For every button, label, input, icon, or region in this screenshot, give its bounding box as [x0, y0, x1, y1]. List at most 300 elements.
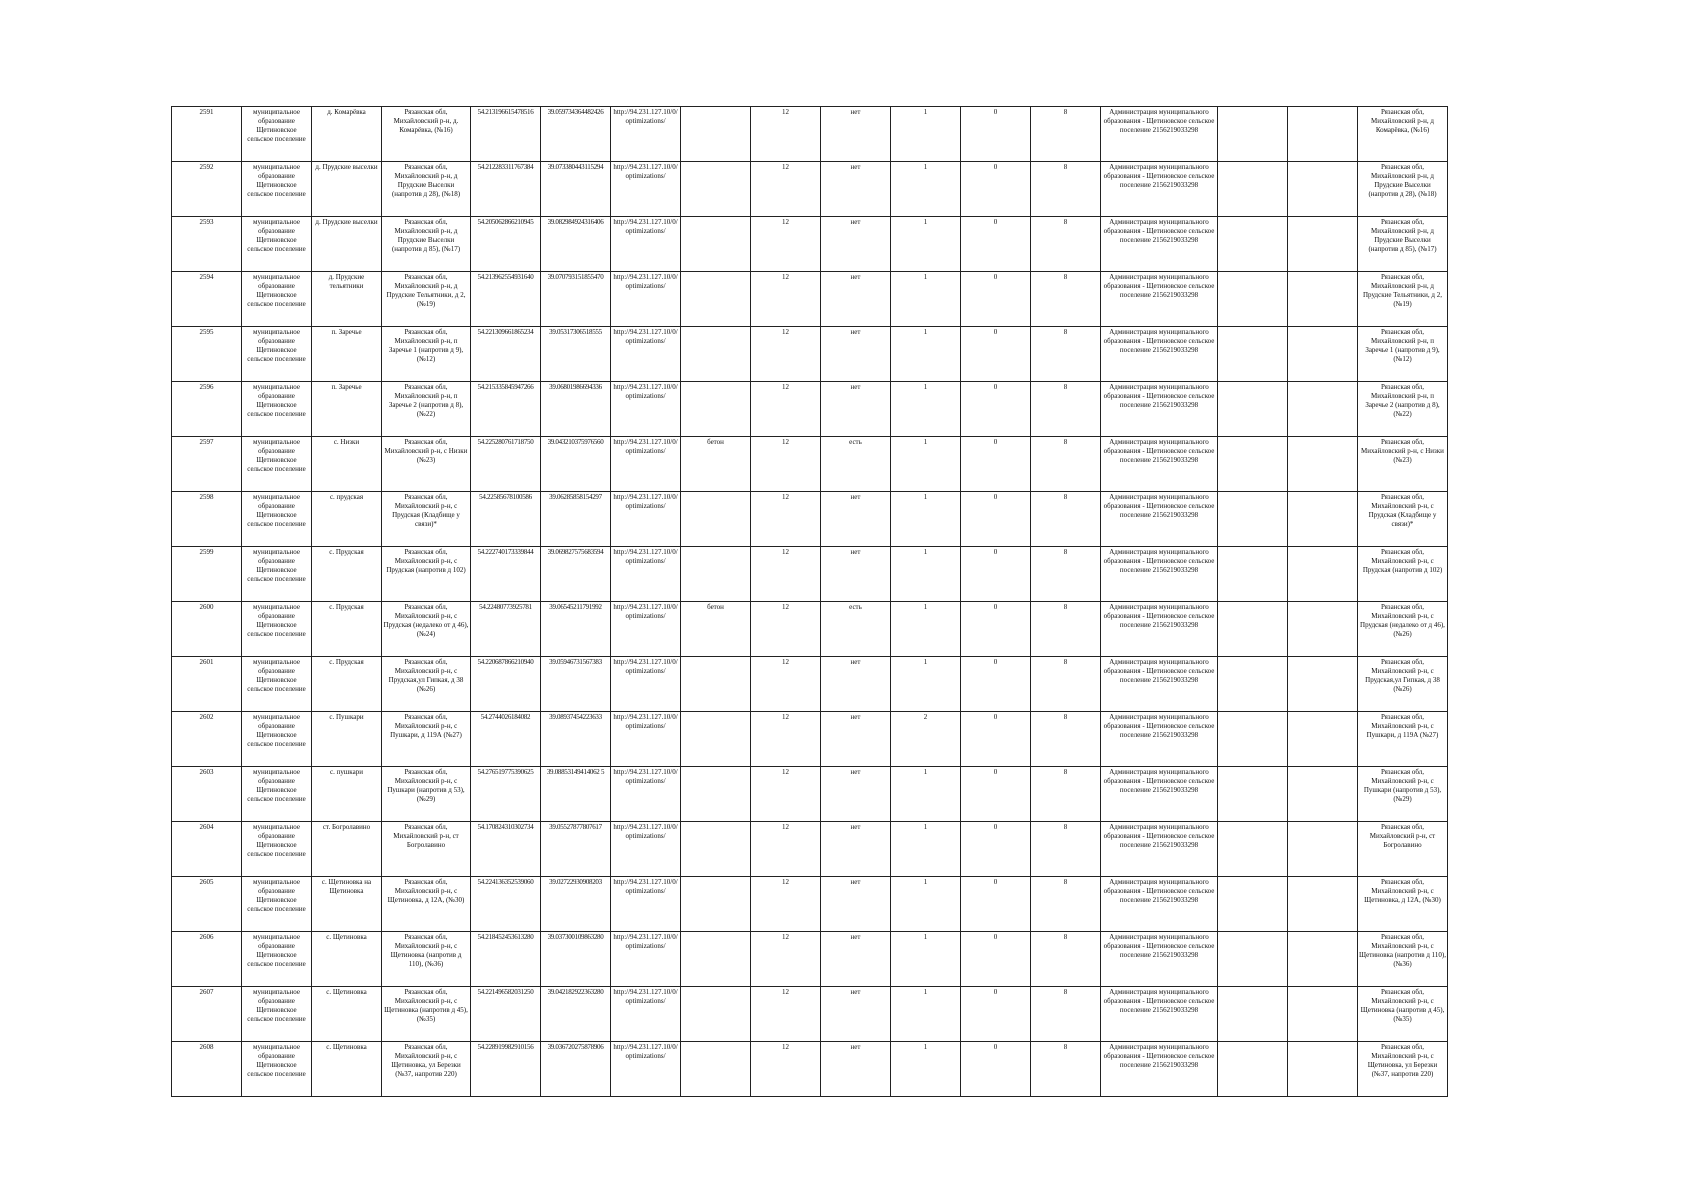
municipality-cell: муниципальное образование Щетиновское сельское поселение	[242, 932, 312, 987]
latitude-cell: 54.2744026184082	[471, 712, 541, 767]
owner-cell: Администрация муниципального образования - Щетиновское сельское поселение 2156219033298	[1101, 987, 1218, 1042]
surface-cell	[681, 382, 751, 437]
address-cell: Рязанская обл, Михайловский р-н, с Щетиновка (напротив д 45), (№35)	[382, 987, 471, 1042]
planned-count-cell: 0	[961, 492, 1031, 547]
empty-cell	[1288, 1042, 1358, 1097]
municipality-cell: муниципальное образование Щетиновское сельское поселение	[242, 987, 312, 1042]
empty-cell	[1288, 437, 1358, 492]
fence-cell: нет	[821, 382, 891, 437]
empty-cell	[1218, 822, 1288, 877]
table-row	[172, 272, 1448, 327]
settlement-cell: ст. Богролавино	[312, 822, 382, 877]
registry-table	[171, 106, 1448, 1097]
empty-cell	[1218, 107, 1288, 162]
area-cell: 12	[751, 1042, 821, 1097]
municipality-cell: муниципальное образование Щетиновское сельское поселение	[242, 217, 312, 272]
empty-cell	[1218, 767, 1288, 822]
empty-cell	[1288, 657, 1358, 712]
table-row	[172, 822, 1448, 877]
surface-cell	[681, 767, 751, 822]
area-cell: 12	[751, 547, 821, 602]
row-number: 2602	[172, 712, 242, 767]
fence-cell: нет	[821, 657, 891, 712]
source-cell: Рязанская обл, Михайловский р-н, д Комарёвка, (№16)	[1358, 107, 1448, 162]
longitude-cell: 39.037300109863280	[541, 932, 611, 987]
address-cell: Рязанская обл, Михайловский р-н, с Прудская (недалеко от д 46), (№24)	[382, 602, 471, 657]
table-row	[172, 712, 1448, 767]
owner-cell: Администрация муниципального образования - Щетиновское сельское поселение 2156219033298	[1101, 217, 1218, 272]
address-cell: Рязанская обл, Михайловский р-н, с Прудская (напротив д 102)	[382, 547, 471, 602]
owner-cell: Администрация муниципального образования - Щетиновское сельское поселение 2156219033298	[1101, 437, 1218, 492]
municipality-cell: муниципальное образование Щетиновское сельское поселение	[242, 657, 312, 712]
row-number: 2594	[172, 272, 242, 327]
area-cell: 12	[751, 272, 821, 327]
container-count-cell: 1	[891, 107, 961, 162]
latitude-cell: 54.215335845947266	[471, 382, 541, 437]
volume-cell: 8	[1031, 602, 1101, 657]
link-cell[interactable]: http://94.231.127.10/0/optimizations/	[611, 547, 681, 602]
address-cell: Рязанская обл, Михайловский р-н, п Заречье 1 (напротив д 9), (№12)	[382, 327, 471, 382]
link-cell[interactable]: http://94.231.127.10/0/optimizations/	[611, 327, 681, 382]
fence-cell: есть	[821, 602, 891, 657]
owner-cell: Администрация муниципального образования - Щетиновское сельское поселение 2156219033298	[1101, 547, 1218, 602]
latitude-cell: 54.213962554931640	[471, 272, 541, 327]
table-row	[172, 877, 1448, 932]
surface-cell	[681, 877, 751, 932]
settlement-cell: с. Щетиновка	[312, 987, 382, 1042]
address-cell: Рязанская обл, Михайловский р-н, с Щетиновка (напротив д 110), (№36)	[382, 932, 471, 987]
link-cell[interactable]: http://94.231.127.10/0/optimizations/	[611, 272, 681, 327]
fence-cell: нет	[821, 107, 891, 162]
planned-count-cell: 0	[961, 547, 1031, 602]
source-cell: Рязанская обл, Михайловский р-н, с Прудская (недалеко от д 46), (№26)	[1358, 602, 1448, 657]
empty-cell	[1218, 492, 1288, 547]
link-cell[interactable]: http://94.231.127.10/0/optimizations/	[611, 822, 681, 877]
municipality-cell: муниципальное образование Щетиновское сельское поселение	[242, 107, 312, 162]
volume-cell: 8	[1031, 1042, 1101, 1097]
source-cell: Рязанская обл, Михайловский р-н, п Заречье 1 (напротив д 9), (№12)	[1358, 327, 1448, 382]
source-cell: Рязанская обл, Михайловский р-н, д Прудские Тельятники, д 2, (№19)	[1358, 272, 1448, 327]
area-cell: 12	[751, 602, 821, 657]
empty-cell	[1218, 217, 1288, 272]
fence-cell: нет	[821, 932, 891, 987]
latitude-cell: 54.22480773925781	[471, 602, 541, 657]
area-cell: 12	[751, 437, 821, 492]
address-cell: Рязанская обл, Михайловский р-н, д Прудские Тельятники, д 2, (№19)	[382, 272, 471, 327]
empty-cell	[1218, 602, 1288, 657]
fence-cell: нет	[821, 712, 891, 767]
longitude-cell: 39.043210375976560	[541, 437, 611, 492]
empty-cell	[1288, 107, 1358, 162]
planned-count-cell: 0	[961, 932, 1031, 987]
link-cell[interactable]: http://94.231.127.10/0/optimizations/	[611, 437, 681, 492]
address-cell: Рязанская обл, Михайловский р-н, д. Комарёвка, (№16)	[382, 107, 471, 162]
row-number: 2607	[172, 987, 242, 1042]
container-count-cell: 1	[891, 327, 961, 382]
owner-cell: Администрация муниципального образования - Щетиновское сельское поселение 2156219033298	[1101, 767, 1218, 822]
link-cell[interactable]: http://94.231.127.10/0/optimizations/	[611, 767, 681, 822]
empty-cell	[1288, 932, 1358, 987]
table-row	[172, 382, 1448, 437]
address-cell: Рязанская обл, Михайловский р-н, д Прудские Выселки (напротив д 28), (№18)	[382, 162, 471, 217]
owner-cell: Администрация муниципального образования - Щетиновское сельское поселение 2156219033298	[1101, 327, 1218, 382]
table-row	[172, 1042, 1448, 1097]
longitude-cell: 39.05946731567383	[541, 657, 611, 712]
row-number: 2604	[172, 822, 242, 877]
owner-cell: Администрация муниципального образования - Щетиновское сельское поселение 2156219033298	[1101, 877, 1218, 932]
volume-cell: 8	[1031, 877, 1101, 932]
table-row	[172, 217, 1448, 272]
latitude-cell: 54.22585678100586	[471, 492, 541, 547]
empty-cell	[1218, 987, 1288, 1042]
container-count-cell: 1	[891, 547, 961, 602]
area-cell: 12	[751, 162, 821, 217]
area-cell: 12	[751, 327, 821, 382]
fence-cell: нет	[821, 492, 891, 547]
planned-count-cell: 0	[961, 382, 1031, 437]
empty-cell	[1218, 932, 1288, 987]
table-row	[172, 987, 1448, 1042]
latitude-cell: 54.276519775390625	[471, 767, 541, 822]
settlement-cell: с. прудская	[312, 492, 382, 547]
area-cell: 12	[751, 822, 821, 877]
row-number: 2597	[172, 437, 242, 492]
surface-cell	[681, 327, 751, 382]
volume-cell: 8	[1031, 327, 1101, 382]
container-count-cell: 1	[891, 822, 961, 877]
table-row	[172, 657, 1448, 712]
municipality-cell: муниципальное образование Щетиновское сельское поселение	[242, 382, 312, 437]
surface-cell	[681, 272, 751, 327]
surface-cell	[681, 822, 751, 877]
municipality-cell: муниципальное образование Щетиновское сельское поселение	[242, 327, 312, 382]
fence-cell: нет	[821, 162, 891, 217]
fence-cell: нет	[821, 217, 891, 272]
volume-cell: 8	[1031, 822, 1101, 877]
volume-cell: 8	[1031, 547, 1101, 602]
planned-count-cell: 0	[961, 877, 1031, 932]
empty-cell	[1218, 327, 1288, 382]
source-cell: Рязанская обл, Михайловский р-н, с Щетиновка (напротив д 45), (№35)	[1358, 987, 1448, 1042]
address-cell: Рязанская обл, Михайловский р-н, с Низки (№23)	[382, 437, 471, 492]
owner-cell: Администрация муниципального образования - Щетиновское сельское поселение 2156219033298	[1101, 1042, 1218, 1097]
table-row	[172, 327, 1448, 382]
volume-cell: 8	[1031, 437, 1101, 492]
owner-cell: Администрация муниципального образования - Щетиновское сельское поселение 2156219033298	[1101, 712, 1218, 767]
longitude-cell: 39.05317306518555	[541, 327, 611, 382]
container-count-cell: 1	[891, 437, 961, 492]
latitude-cell: 54.225280761718750	[471, 437, 541, 492]
empty-cell	[1288, 602, 1358, 657]
latitude-cell: 54.221309661865234	[471, 327, 541, 382]
surface-cell	[681, 547, 751, 602]
empty-cell	[1218, 272, 1288, 327]
source-cell: Рязанская обл, Михайловский р-н, с Низки (№23)	[1358, 437, 1448, 492]
empty-cell	[1288, 822, 1358, 877]
area-cell: 12	[751, 932, 821, 987]
fence-cell: нет	[821, 272, 891, 327]
surface-cell	[681, 107, 751, 162]
settlement-cell: с. Щетиновка на Щетиновка	[312, 877, 382, 932]
planned-count-cell: 0	[961, 162, 1031, 217]
container-count-cell: 1	[891, 767, 961, 822]
surface-cell	[681, 657, 751, 712]
container-count-cell: 2	[891, 712, 961, 767]
address-cell: Рязанская обл, Михайловский р-н, с Прудская,ул Гипкая, д 38 (№26)	[382, 657, 471, 712]
longitude-cell: 39.06545211791992	[541, 602, 611, 657]
municipality-cell: муниципальное образование Щетиновское сельское поселение	[242, 1042, 312, 1097]
fence-cell: нет	[821, 822, 891, 877]
source-cell: Рязанская обл, Михайловский р-н, ст Богролавино	[1358, 822, 1448, 877]
owner-cell: Администрация муниципального образования - Щетиновское сельское поселение 2156219033298	[1101, 107, 1218, 162]
empty-cell	[1288, 327, 1358, 382]
table-row	[172, 602, 1448, 657]
owner-cell: Администрация муниципального образования - Щетиновское сельское поселение 2156219033298	[1101, 272, 1218, 327]
area-cell: 12	[751, 492, 821, 547]
container-count-cell: 1	[891, 602, 961, 657]
fence-cell: нет	[821, 987, 891, 1042]
volume-cell: 8	[1031, 712, 1101, 767]
settlement-cell: с. Пушкари	[312, 712, 382, 767]
settlement-cell: с. Прудская	[312, 657, 382, 712]
empty-cell	[1218, 437, 1288, 492]
volume-cell: 8	[1031, 767, 1101, 822]
fence-cell: нет	[821, 327, 891, 382]
source-cell: Рязанская обл, Михайловский р-н, с Щетиновка (напротив д 110), (№36)	[1358, 932, 1448, 987]
volume-cell: 8	[1031, 657, 1101, 712]
latitude-cell: 54.212283311767384	[471, 162, 541, 217]
container-count-cell: 1	[891, 1042, 961, 1097]
link-cell[interactable]: http://94.231.127.10/0/optimizations/	[611, 162, 681, 217]
container-count-cell: 1	[891, 217, 961, 272]
surface-cell	[681, 712, 751, 767]
row-number: 2592	[172, 162, 242, 217]
planned-count-cell: 0	[961, 1042, 1031, 1097]
longitude-cell: 39.06285858154297	[541, 492, 611, 547]
surface-cell	[681, 217, 751, 272]
volume-cell: 8	[1031, 492, 1101, 547]
source-cell: Рязанская обл, Михайловский р-н, с Прудская (напротив д 102)	[1358, 547, 1448, 602]
planned-count-cell: 0	[961, 657, 1031, 712]
planned-count-cell: 0	[961, 712, 1031, 767]
area-cell: 12	[751, 217, 821, 272]
surface-cell	[681, 932, 751, 987]
empty-cell	[1288, 162, 1358, 217]
planned-count-cell: 0	[961, 272, 1031, 327]
longitude-cell: 39.08937454223633	[541, 712, 611, 767]
link-cell[interactable]: http://94.231.127.10/0/optimizations/	[611, 107, 681, 162]
link-cell[interactable]: http://94.231.127.10/0/optimizations/	[611, 987, 681, 1042]
table-row	[172, 437, 1448, 492]
latitude-cell: 54.228919982910156	[471, 1042, 541, 1097]
owner-cell: Администрация муниципального образования - Щетиновское сельское поселение 2156219033298	[1101, 162, 1218, 217]
link-cell[interactable]: http://94.231.127.10/0/optimizations/	[611, 932, 681, 987]
latitude-cell: 54.224136352539060	[471, 877, 541, 932]
address-cell: Рязанская обл, Михайловский р-н, п Заречье 2 (напротив д 8), (№22)	[382, 382, 471, 437]
container-count-cell: 1	[891, 162, 961, 217]
longitude-cell: 39.069827575683594	[541, 547, 611, 602]
empty-cell	[1288, 492, 1358, 547]
owner-cell: Администрация муниципального образования - Щетиновское сельское поселение 2156219033298	[1101, 822, 1218, 877]
table-row	[172, 932, 1448, 987]
empty-cell	[1288, 712, 1358, 767]
latitude-cell: 54.170824310302734	[471, 822, 541, 877]
volume-cell: 8	[1031, 217, 1101, 272]
volume-cell: 8	[1031, 987, 1101, 1042]
planned-count-cell: 0	[961, 327, 1031, 382]
latitude-cell: 54.218452453613280	[471, 932, 541, 987]
row-number: 2608	[172, 1042, 242, 1097]
municipality-cell: муниципальное образование Щетиновское сельское поселение	[242, 547, 312, 602]
area-cell: 12	[751, 657, 821, 712]
settlement-cell: с. Щетиновка	[312, 1042, 382, 1097]
empty-cell	[1288, 877, 1358, 932]
row-number: 2599	[172, 547, 242, 602]
area-cell: 12	[751, 382, 821, 437]
source-cell: Рязанская обл, Михайловский р-н, д Прудские Выселки (напротив д 85), (№17)	[1358, 217, 1448, 272]
address-cell: Рязанская обл, Михайловский р-н, д Прудские Выселки (напротив д 85), (№17)	[382, 217, 471, 272]
address-cell: Рязанская обл, Михайловский р-н, с Щетиновка, ул Березки (№37, напротив 220)	[382, 1042, 471, 1097]
link-cell[interactable]: http://94.231.127.10/0/optimizations/	[611, 657, 681, 712]
settlement-cell: п. Заречье	[312, 382, 382, 437]
empty-cell	[1288, 217, 1358, 272]
volume-cell: 8	[1031, 932, 1101, 987]
container-count-cell: 1	[891, 657, 961, 712]
owner-cell: Администрация муниципального образования - Щетиновское сельское поселение 2156219033298	[1101, 932, 1218, 987]
table-row	[172, 162, 1448, 217]
link-cell[interactable]: http://94.231.127.10/0/optimizations/	[611, 217, 681, 272]
link-cell[interactable]: http://94.231.127.10/0/optimizations/	[611, 1042, 681, 1097]
municipality-cell: муниципальное образование Щетиновское сельское поселение	[242, 492, 312, 547]
source-cell: Рязанская обл, Михайловский р-н, с Щетиновка, д 12А, (№30)	[1358, 877, 1448, 932]
source-cell: Рязанская обл, Михайловский р-н, с Щетиновка, ул Березки (№37, напротив 220)	[1358, 1042, 1448, 1097]
container-count-cell: 1	[891, 987, 961, 1042]
owner-cell: Администрация муниципального образования - Щетиновское сельское поселение 2156219033298	[1101, 382, 1218, 437]
surface-cell	[681, 492, 751, 547]
table-row	[172, 107, 1448, 162]
source-cell: Рязанская обл, Михайловский р-н, с Пушкари (напротив д 53), (№29)	[1358, 767, 1448, 822]
link-cell[interactable]: http://94.231.127.10/0/optimizations/	[611, 712, 681, 767]
settlement-cell: д. Прудские тельятники	[312, 272, 382, 327]
planned-count-cell: 0	[961, 602, 1031, 657]
municipality-cell: муниципальное образование Щетиновское сельское поселение	[242, 877, 312, 932]
empty-cell	[1288, 272, 1358, 327]
longitude-cell: 39.08853149414062 5	[541, 767, 611, 822]
container-count-cell: 1	[891, 877, 961, 932]
source-cell: Рязанская обл, Михайловский р-н, д Прудские Выселки (напротив д 28), (№18)	[1358, 162, 1448, 217]
row-number: 2600	[172, 602, 242, 657]
longitude-cell: 39.082984924316406	[541, 217, 611, 272]
row-number: 2606	[172, 932, 242, 987]
longitude-cell: 39.02722930908203	[541, 877, 611, 932]
empty-cell	[1288, 767, 1358, 822]
row-number: 2593	[172, 217, 242, 272]
longitude-cell: 39.073380443115294	[541, 162, 611, 217]
owner-cell: Администрация муниципального образования - Щетиновское сельское поселение 2156219033298	[1101, 657, 1218, 712]
table-row	[172, 492, 1448, 547]
area-cell: 12	[751, 877, 821, 932]
settlement-cell: д. Комарёвка	[312, 107, 382, 162]
volume-cell: 8	[1031, 162, 1101, 217]
planned-count-cell: 0	[961, 987, 1031, 1042]
row-number: 2603	[172, 767, 242, 822]
surface-cell	[681, 1042, 751, 1097]
empty-cell	[1288, 382, 1358, 437]
link-cell[interactable]: http://94.231.127.10/0/optimizations/	[611, 877, 681, 932]
address-cell: Рязанская обл, Михайловский р-н, с Щетиновка, д 12А, (№30)	[382, 877, 471, 932]
latitude-cell: 54.220687866210940	[471, 657, 541, 712]
municipality-cell: муниципальное образование Щетиновское сельское поселение	[242, 822, 312, 877]
empty-cell	[1218, 1042, 1288, 1097]
settlement-cell: с. Прудская	[312, 602, 382, 657]
empty-cell	[1218, 547, 1288, 602]
volume-cell: 8	[1031, 382, 1101, 437]
municipality-cell: муниципальное образование Щетиновское сельское поселение	[242, 272, 312, 327]
owner-cell: Администрация муниципального образования - Щетиновское сельское поселение 2156219033298	[1101, 602, 1218, 657]
surface-cell	[681, 987, 751, 1042]
link-cell[interactable]: http://94.231.127.10/0/optimizations/	[611, 382, 681, 437]
row-number: 2595	[172, 327, 242, 382]
volume-cell: 8	[1031, 107, 1101, 162]
source-cell: Рязанская обл, Михайловский р-н, с Пушкари, д 119А (№27)	[1358, 712, 1448, 767]
source-cell: Рязанская обл, Михайловский р-н, с Прудская (Кладбище у связи)*	[1358, 492, 1448, 547]
empty-cell	[1288, 987, 1358, 1042]
municipality-cell: муниципальное образование Щетиновское сельское поселение	[242, 162, 312, 217]
longitude-cell: 39.042182922363280	[541, 987, 611, 1042]
address-cell: Рязанская обл, Михайловский р-н, с Пушкари (напротив д 53), (№29)	[382, 767, 471, 822]
settlement-cell: с. пушкари	[312, 767, 382, 822]
settlement-cell: д. Прудские выселки	[312, 162, 382, 217]
longitude-cell: 39.036720275878906	[541, 1042, 611, 1097]
planned-count-cell: 0	[961, 822, 1031, 877]
longitude-cell: 39.06801986694336	[541, 382, 611, 437]
settlement-cell: д. Прудские выселки	[312, 217, 382, 272]
municipality-cell: муниципальное образование Щетиновское сельское поселение	[242, 602, 312, 657]
container-count-cell: 1	[891, 932, 961, 987]
link-cell[interactable]: http://94.231.127.10/0/optimizations/	[611, 602, 681, 657]
row-number: 2591	[172, 107, 242, 162]
area-cell: 12	[751, 767, 821, 822]
area-cell: 12	[751, 107, 821, 162]
settlement-cell: с. Низки	[312, 437, 382, 492]
source-cell: Рязанская обл, Михайловский р-н, с Прудская,ул Гипкая, д 38 (№26)	[1358, 657, 1448, 712]
table-row	[172, 547, 1448, 602]
empty-cell	[1218, 877, 1288, 932]
link-cell[interactable]: http://94.231.127.10/0/optimizations/	[611, 492, 681, 547]
source-cell: Рязанская обл, Михайловский р-н, п Заречье 2 (напротив д 8), (№22)	[1358, 382, 1448, 437]
fence-cell: нет	[821, 547, 891, 602]
municipality-cell: муниципальное образование Щетиновское сельское поселение	[242, 437, 312, 492]
longitude-cell: 39.070793151855470	[541, 272, 611, 327]
container-count-cell: 1	[891, 382, 961, 437]
settlement-cell: с. Прудская	[312, 547, 382, 602]
planned-count-cell: 0	[961, 107, 1031, 162]
municipality-cell: муниципальное образование Щетиновское сельское поселение	[242, 712, 312, 767]
container-count-cell: 1	[891, 492, 961, 547]
container-count-cell: 1	[891, 272, 961, 327]
longitude-cell: 39.059734364482426	[541, 107, 611, 162]
address-cell: Рязанская обл, Михайловский р-н, с Пушкари, д 119А (№27)	[382, 712, 471, 767]
surface-cell: бетон	[681, 437, 751, 492]
address-cell: Рязанская обл, Михайловский р-н, с Прудская (Кладбище у связи)*	[382, 492, 471, 547]
area-cell: 12	[751, 712, 821, 767]
volume-cell: 8	[1031, 272, 1101, 327]
fence-cell: есть	[821, 437, 891, 492]
latitude-cell: 54.205062866210945	[471, 217, 541, 272]
latitude-cell: 54.221496582031250	[471, 987, 541, 1042]
empty-cell	[1218, 657, 1288, 712]
owner-cell: Администрация муниципального образования - Щетиновское сельское поселение 2156219033298	[1101, 492, 1218, 547]
